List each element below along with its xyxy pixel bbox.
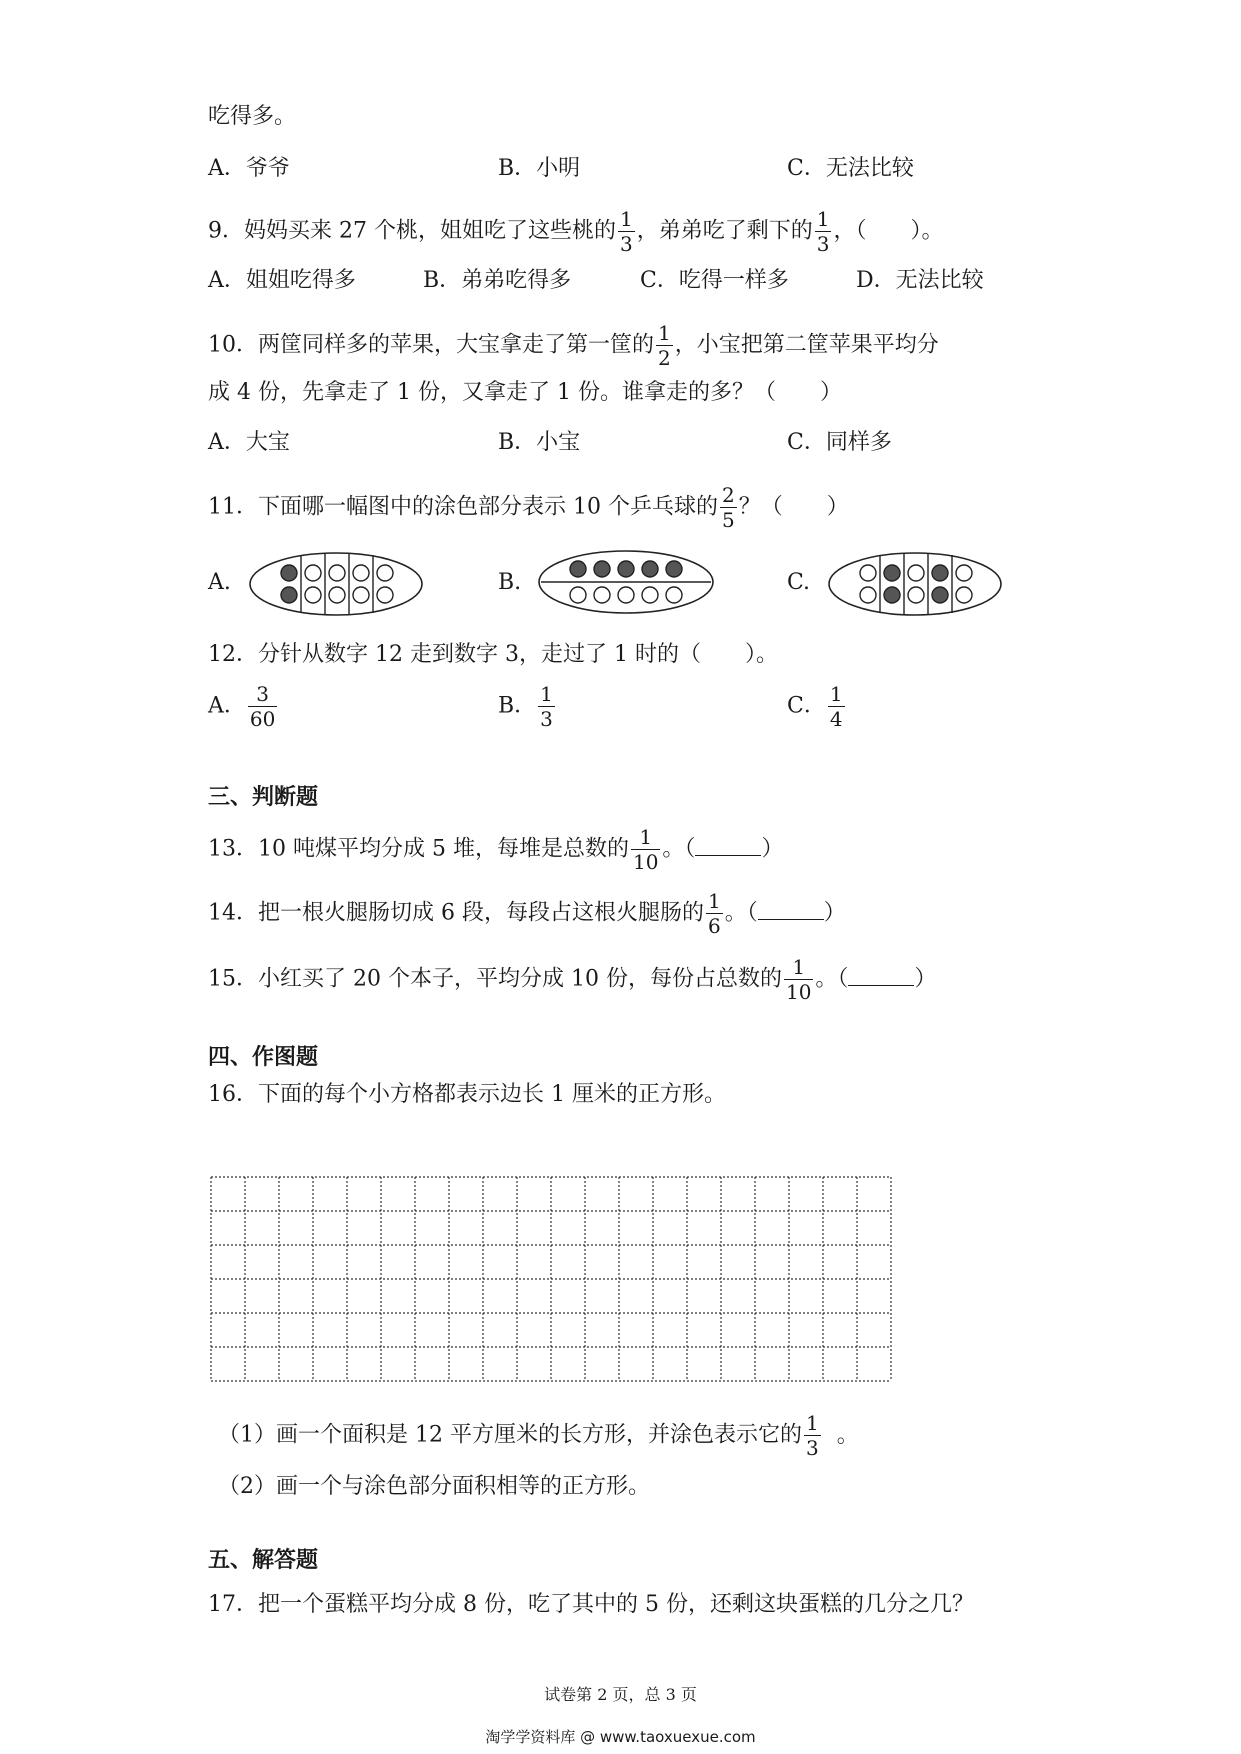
q10-fraction (656, 322, 673, 369)
shaded-ball (594, 561, 610, 577)
q11-option-a-label[interactable]: A. (208, 570, 231, 595)
unshaded-ball (908, 587, 924, 603)
fraction-denominator: 3 (619, 232, 633, 256)
q17-question: 17．把一个蛋糕平均分成 8 份，吃了其中的 5 份，还剩这块蛋糕的几分之几？ (208, 1592, 974, 1617)
unshaded-ball (666, 587, 682, 603)
shaded-ball (884, 587, 900, 603)
q11-question (208, 484, 849, 531)
unshaded-ball (908, 565, 924, 581)
q13-bracket-close: ） (761, 836, 784, 862)
q15-text: 15．小红买了 20 个本子，平均分成 10 份，每份占总数的 (208, 966, 782, 992)
unshaded-ball (956, 565, 972, 581)
unshaded-ball (353, 587, 369, 603)
fraction-numerator: 1 (639, 825, 653, 849)
unshaded-ball (377, 587, 393, 603)
q12-option-a[interactable] (208, 683, 279, 730)
q12-option-b[interactable] (498, 683, 557, 730)
q9-option-b[interactable]: B．弟弟吃得多 (423, 268, 572, 293)
q9-fraction-1 (618, 208, 635, 255)
fraction-numerator: 1 (707, 889, 721, 913)
q14-question (208, 890, 846, 937)
q14-fraction (706, 890, 723, 937)
q11-figure-c[interactable] (827, 551, 1003, 617)
q11-fraction (720, 484, 737, 531)
q13-question (208, 826, 783, 873)
unshaded-ball (377, 565, 393, 581)
fraction-denominator: 3 (816, 232, 830, 256)
option-letter: A． (208, 693, 246, 719)
shaded-ball (570, 561, 586, 577)
q9-text-b: ，弟弟吃了剩下的 (636, 218, 813, 244)
q11-text-a: 11．下面哪一幅图中的涂色部分表示 10 个乒乓球的 (208, 494, 718, 520)
fraction-numerator: 1 (658, 321, 671, 345)
q8-option-a[interactable]: A．爷爷 (208, 156, 290, 181)
q10-option-b[interactable]: B．小宝 (498, 430, 581, 455)
q10-option-a[interactable]: A．大宝 (208, 430, 290, 455)
fraction-denominator: 4 (829, 707, 843, 731)
q10-option-c[interactable]: C．同样多 (787, 430, 892, 455)
q12-option-c[interactable] (787, 683, 847, 730)
option-letter: C． (787, 693, 826, 719)
fraction-numerator: 1 (619, 207, 633, 231)
q12-option-b-fraction (538, 683, 555, 730)
q13-text: 13．10 吨煤平均分成 5 堆，每堆是总数的 (208, 836, 629, 862)
q11-option-b-label[interactable]: B. (498, 570, 522, 595)
option-letter: B． (498, 693, 537, 719)
shaded-ball (666, 561, 682, 577)
q14-bracket-open: 。（ (724, 900, 758, 926)
q13-bracket-open: 。（ (662, 836, 696, 862)
q12-option-a-fraction (248, 683, 277, 730)
fraction-denominator: 3 (540, 707, 553, 731)
unshaded-ball (642, 587, 658, 603)
unshaded-ball (305, 587, 321, 603)
q8-option-c[interactable]: C．无法比较 (787, 156, 914, 181)
q16-part-2: （2）画一个与涂色部分面积相等的正方形。 (218, 1474, 650, 1499)
unshaded-ball (570, 587, 586, 603)
q10-question-line1 (208, 322, 939, 369)
fraction-denominator: 2 (658, 346, 671, 370)
unshaded-ball (305, 565, 321, 581)
unshaded-ball (860, 587, 876, 603)
fraction-denominator: 10 (785, 980, 812, 1004)
site-watermark: 淘学学资料库 @ www.taoxuexue.com (485, 1728, 756, 1746)
q8-tail: 吃得多。 (208, 104, 297, 129)
figure-ellipse (829, 553, 1001, 615)
q14-answer-blank[interactable] (758, 901, 824, 920)
fraction-numerator: 1 (829, 682, 843, 706)
shaded-ball (281, 587, 297, 603)
section-4-heading: 四、作图题 (208, 1045, 319, 1070)
shaded-ball (618, 561, 634, 577)
q9-text-a: 9．妈妈买来 27 个桃，姐姐吃了这些桃的 (208, 218, 616, 244)
fraction-numerator: 1 (540, 682, 553, 706)
unshaded-ball (594, 587, 610, 603)
fraction-numerator: 1 (816, 207, 830, 231)
q15-bracket-open: 。（ (815, 966, 849, 992)
q15-fraction (784, 956, 813, 1003)
fraction-denominator: 60 (249, 707, 276, 731)
q11-option-c-label[interactable]: C. (787, 570, 811, 595)
q12-question: 12．分针从数字 12 走到数字 3，走过了 1 时的（ ）。 (208, 642, 778, 667)
q9-fraction-2 (815, 208, 832, 255)
q10-text-a: 10．两筐同样多的苹果，大宝拿走了第一筐的 (208, 332, 654, 358)
fraction-denominator: 6 (707, 914, 721, 938)
unshaded-ball (329, 587, 345, 603)
q11-text-b: ？（ ） (738, 494, 849, 520)
q9-text-c: ，（ ）。 (833, 218, 944, 244)
q8-option-b[interactable]: B．小明 (498, 156, 581, 181)
q16-part-1-period: 。 (836, 1422, 859, 1448)
q9-option-c[interactable]: C．吃得一样多 (640, 268, 789, 293)
q10-question-line2: 成 4 份，先拿走了 1 份，又拿走了 1 份。谁拿走的多？（ ） (208, 380, 842, 405)
shaded-ball (281, 565, 297, 581)
q11-figure-a[interactable] (248, 551, 424, 617)
fraction-numerator: 1 (805, 1411, 819, 1435)
unshaded-ball (956, 587, 972, 603)
q15-answer-blank[interactable] (848, 967, 914, 986)
q16-part-1-fraction (804, 1412, 821, 1459)
drawing-grid[interactable] (210, 1176, 892, 1386)
q11-figure-b[interactable] (537, 549, 715, 615)
fraction-numerator: 2 (721, 483, 735, 507)
q10-text-b: ，小宝把第二筐苹果平均分 (674, 332, 939, 358)
unshaded-ball (618, 587, 634, 603)
q15-question (208, 956, 936, 1003)
q12-option-c-fraction (828, 683, 845, 730)
q15-bracket-close: ） (914, 966, 937, 992)
q14-bracket-close: ） (823, 900, 846, 926)
fraction-numerator: 3 (256, 682, 269, 706)
q13-fraction (631, 826, 660, 873)
q9-option-a[interactable]: A．姐姐吃得多 (208, 268, 356, 293)
q9-option-d[interactable]: D．无法比较 (856, 268, 984, 293)
fraction-denominator: 3 (805, 1436, 819, 1460)
q16-part-1 (218, 1412, 859, 1459)
page-number-footer: 试卷第 2 页，总 3 页 (544, 1685, 697, 1704)
shaded-ball (884, 565, 900, 581)
q16-part-1-text: （1）画一个面积是 12 平方厘米的长方形，并涂色表示它的 (218, 1422, 802, 1448)
shaded-ball (642, 561, 658, 577)
shaded-ball (932, 565, 948, 581)
q16-question: 16．下面的每个小方格都表示边长 1 厘米的正方形。 (208, 1082, 726, 1107)
unshaded-ball (353, 565, 369, 581)
fraction-numerator: 1 (792, 955, 806, 979)
unshaded-ball (329, 565, 345, 581)
fraction-denominator: 5 (721, 508, 735, 532)
fraction-denominator: 10 (632, 850, 659, 874)
shaded-ball (932, 587, 948, 603)
figure-ellipse (250, 553, 422, 615)
section-3-heading: 三、判断题 (208, 785, 319, 810)
q13-answer-blank[interactable] (695, 837, 761, 856)
section-5-heading: 五、解答题 (208, 1548, 319, 1573)
q14-text: 14．把一根火腿肠切成 6 段，每段占这根火腿肠的 (208, 900, 704, 926)
q9-question (208, 208, 943, 255)
unshaded-ball (860, 565, 876, 581)
